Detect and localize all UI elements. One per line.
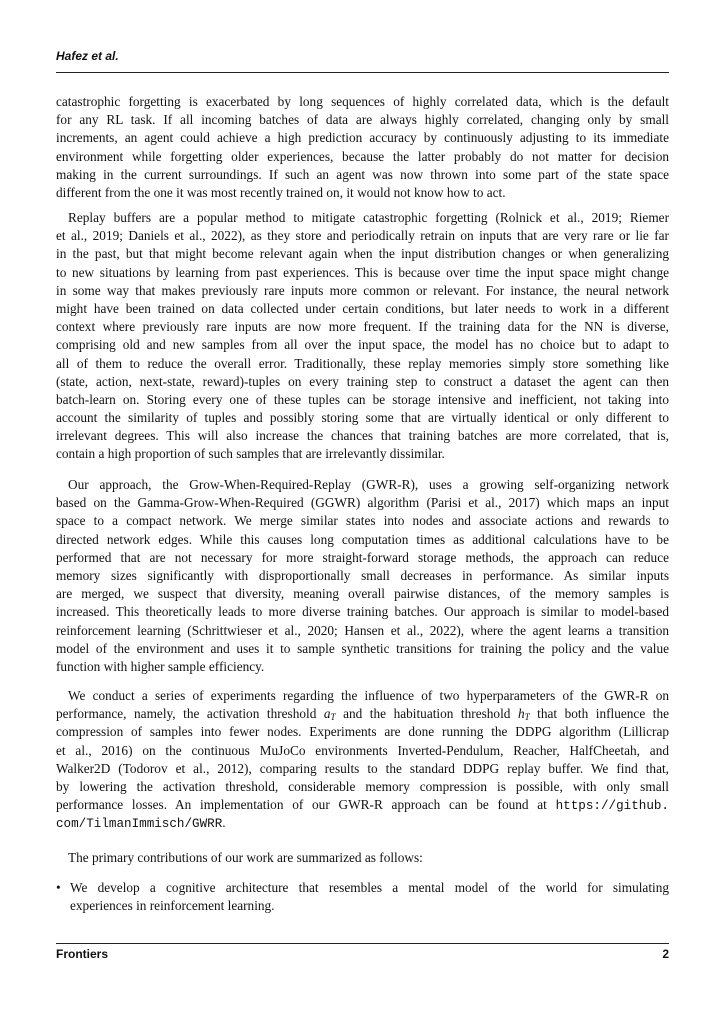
text-line: experiences in reinforcement learning.: [70, 898, 275, 914]
text-line: by lowering the activation threshold, considerable memory compression is possible, with only small: [56, 778, 669, 794]
text-line: in the past, but that might become relevant again when the input distribution changes or when generalizing: [56, 246, 669, 262]
text-line: account the similarity of tuples and possibly storing some that are virtually identical or only different to: [56, 410, 669, 426]
text-line: (state, action, next-state, reward)-tuples on every training step to construct a dataset the agent can then: [56, 373, 669, 389]
text-line: for any RL task. If all incoming batches of data are always highly correlated, changing only by small: [56, 112, 669, 128]
text-line: space to a compact network. We merge similar states into nodes and associate actions and rewards to: [56, 513, 669, 529]
text-line: increased. This theoretically leads to more diverse training batches. Our approach is similar to model-based: [56, 604, 669, 620]
text-span: that both influence the: [529, 706, 669, 722]
text-span: performance losses. An implementation of our GWR-R approach can be found at: [56, 797, 556, 813]
text-line: We conduct a series of experiments regarding the influence of two hyperparameters of the GWR-R on: [68, 688, 669, 703]
text-span: and the habituation threshold: [335, 706, 518, 722]
text-line: [56, 796, 669, 814]
page-number: 2: [662, 947, 669, 961]
text-line: et al., 2019; Daniels et al., 2022), as they store and periodically retrain on inputs that are very rare or lie far: [56, 228, 669, 244]
text-span: performance, namely, the activation threshold: [56, 706, 324, 722]
text-line: function with higher sample efficiency.: [56, 658, 265, 674]
text-line: The primary contributions of our work are summarized as follows:: [68, 850, 423, 865]
paragraph-experiments: [56, 687, 669, 833]
math-subscript: T: [330, 712, 336, 723]
text-line: making in the current surroundings. If such an agent was now thrown into some part of the state space: [56, 166, 669, 182]
activation-threshold-symbol: [324, 706, 336, 721]
bullet-marker: •: [56, 880, 61, 895]
github-link-part1[interactable]: https://github.: [555, 799, 669, 814]
header-rule: [56, 72, 669, 73]
text-line: irrelevant degrees. This will also increase the chances that training batches are more correlated, that is,: [56, 428, 669, 444]
text-line: Walker2D (Todorov et al., 2012), comparing results to the standard DDPG replay buffer. We find that,: [56, 760, 669, 776]
text-line: batch-learn on. Storing every one of these tuples can be storage intensive and inefficient, not taking into: [56, 391, 669, 407]
text-line: based on the Gamma-Grow-When-Required (GGWR) algorithm (Parisi et al., 2017) which maps an input: [56, 495, 669, 511]
footer-rule: [56, 943, 669, 944]
math-subscript: T: [524, 712, 530, 723]
text-line: might have been trained on data collected under certain conditions, but later needs to work in a different: [56, 300, 669, 316]
paragraph-our-approach: [56, 476, 669, 676]
text-line: reinforcement learning (Schrittwieser et al., 2020; Hansen et al., 2022), where the agent learns a transition: [56, 622, 669, 638]
text-line: [56, 705, 669, 723]
text-line: catastrophic forgetting is exacerbated by long sequences of highly correlated data, which is the default: [56, 94, 669, 109]
text-span: .: [222, 815, 226, 831]
text-line: different from the one it was most recently trained on, it would not know how to act.: [56, 184, 506, 200]
text-line: contain a high proportion of such samples that are irrelevantly dissimilar.: [56, 446, 445, 462]
text-line: to new situations by learning from past experiences. This is because over time the input space might change: [56, 264, 669, 280]
text-line: environment while forgetting older experiences, because the latter probably do not matter for decision: [56, 148, 669, 164]
text-line: performed that are not necessary for more straight-forward storage methods, the approach can reduce: [56, 549, 669, 565]
paragraph-intro-forgetting: [56, 93, 669, 202]
text-line: in some way that makes previously rare inputs more common or relevant. For instance, the neural network: [56, 282, 669, 298]
text-line: directed network edges. While this causes long computation times as additional calculations have to be: [56, 531, 669, 547]
text-line: We develop a cognitive architecture that resembles a mental model of the world for simulating: [70, 880, 669, 895]
text-line: are merged, we suspect that diversity, meaning overall pairwise distances, of the memory samples is: [56, 586, 669, 602]
text-line: model of the environment and uses it to sample synthetic transitions for training the policy and the value: [56, 640, 669, 656]
math-var: h: [517, 706, 525, 722]
text-line: et al., 2016) on the continuous MuJoCo environments Inverted-Pendulum, Reacher, HalfCheetah, and: [56, 742, 669, 758]
journal-name: Frontiers: [56, 947, 109, 961]
text-line: compression of samples into fewer nodes. Experiments are done running the DDPG algorithm (Lillicrap: [56, 724, 669, 740]
text-line: context where previously rare inputs are now more frequent. If the training data for the NN is diverse,: [56, 319, 669, 335]
text-line: [56, 814, 669, 832]
text-line: Our approach, the Grow-When-Required-Replay (GWR-R), uses a growing self-organizing network: [68, 477, 669, 492]
running-head: Hafez et al.: [56, 49, 119, 63]
text-line: memory sizes significantly with disproportionally small decreases in performance. As similar inputs: [56, 567, 669, 583]
text-line: Replay buffers are a popular method to mitigate catastrophic forgetting (Rolnick et al., 2019; Riemer: [68, 210, 669, 225]
contributions-intro: [56, 849, 669, 867]
habituation-threshold-symbol: [518, 706, 530, 721]
github-link-part2[interactable]: com/TilmanImmisch/GWRR: [56, 817, 223, 832]
text-line: comprising old and new samples from all over the input space, the model has no choice but to adapt to: [56, 337, 669, 353]
text-line: all of them to reduce the overall error. Traditionally, these replay memories simply store something like: [56, 355, 669, 371]
text-line: increments, an agent could achieve a high prediction accuracy by continuously adjusting to its immediate: [56, 130, 669, 146]
paragraph-replay-buffers: [56, 209, 669, 464]
bullet-item: [56, 879, 669, 915]
math-var: a: [323, 706, 331, 722]
